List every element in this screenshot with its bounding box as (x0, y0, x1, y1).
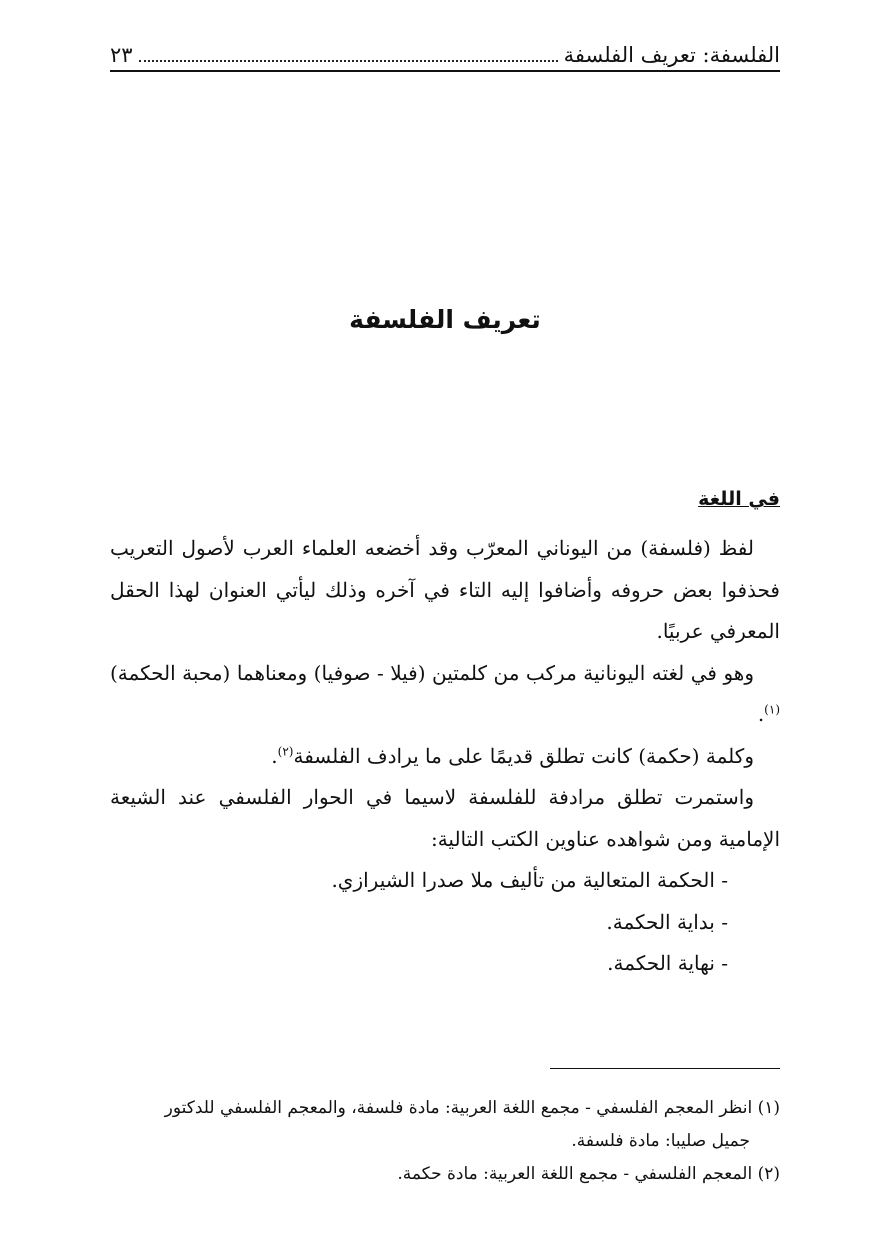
dot-leader (139, 60, 558, 62)
page-number: ٢٣ (110, 43, 133, 67)
list-item-3: - نهاية الحكمة. (607, 951, 728, 975)
paragraph-1: لفظ (فلسفة) من اليوناني المعرّب وقد أخضعه العلماء العرب لأصول التعريب فحذفوا بعض حروفه وأضافوا إليه التاء في آخره وذلك ليأتي العنوان لهذا الحقل المعرفي عربيًا. (110, 536, 780, 643)
paragraph-2-end: . (757, 702, 765, 726)
footnote-ref-1: (١) (764, 702, 780, 717)
footnotes (110, 1092, 780, 1191)
paragraph-2 (110, 653, 780, 736)
footnote-1-line-1: (١) انظر المعجم الفلسفي - مجمع اللغة العربية: مادة فلسفة، والمعجم الفلسفي للدكتور (164, 1098, 780, 1118)
chapter-title: تعريف الفلسفة (349, 305, 541, 334)
header-rule (110, 70, 780, 72)
running-header (110, 32, 780, 66)
footnote-2: (٢) المعجم الفلسفي - مجمع اللغة العربية: مادة حكمة. (397, 1164, 780, 1184)
paragraph-3-end: . (271, 743, 278, 768)
paragraph-4: واستمرت تطلق مرادفة للفلسفة لاسيما في الحوار الفلسفي عند الشيعة الإمامية ومن شواهده عناوين الكتب التالية: (110, 785, 780, 851)
body-text (110, 528, 780, 985)
running-title: الفلسفة: تعريف الفلسفة (563, 43, 780, 67)
paragraph-2-text: وهو في لغته اليونانية مركب من كلمتين (فيلا - صوفيا) ومعناهما (محبة الحكمة) (110, 660, 754, 685)
footnote-rule (550, 1068, 780, 1069)
paragraph-3 (110, 736, 780, 778)
footnote-ref-2: (٢) (277, 743, 294, 758)
list-item-1: - الحكمة المتعالية من تأليف ملا صدرا الشيرازي. (331, 868, 728, 892)
footnote-1-line-2: جميل صليبا: مادة فلسفة. (571, 1131, 750, 1151)
list-item-2: - بداية الحكمة. (606, 909, 728, 934)
section-heading: في اللغة (698, 488, 780, 510)
paragraph-3-text: وكلمة (حكمة) كانت تطلق قديمًا على ما يرادف الفلسفة (293, 743, 754, 768)
